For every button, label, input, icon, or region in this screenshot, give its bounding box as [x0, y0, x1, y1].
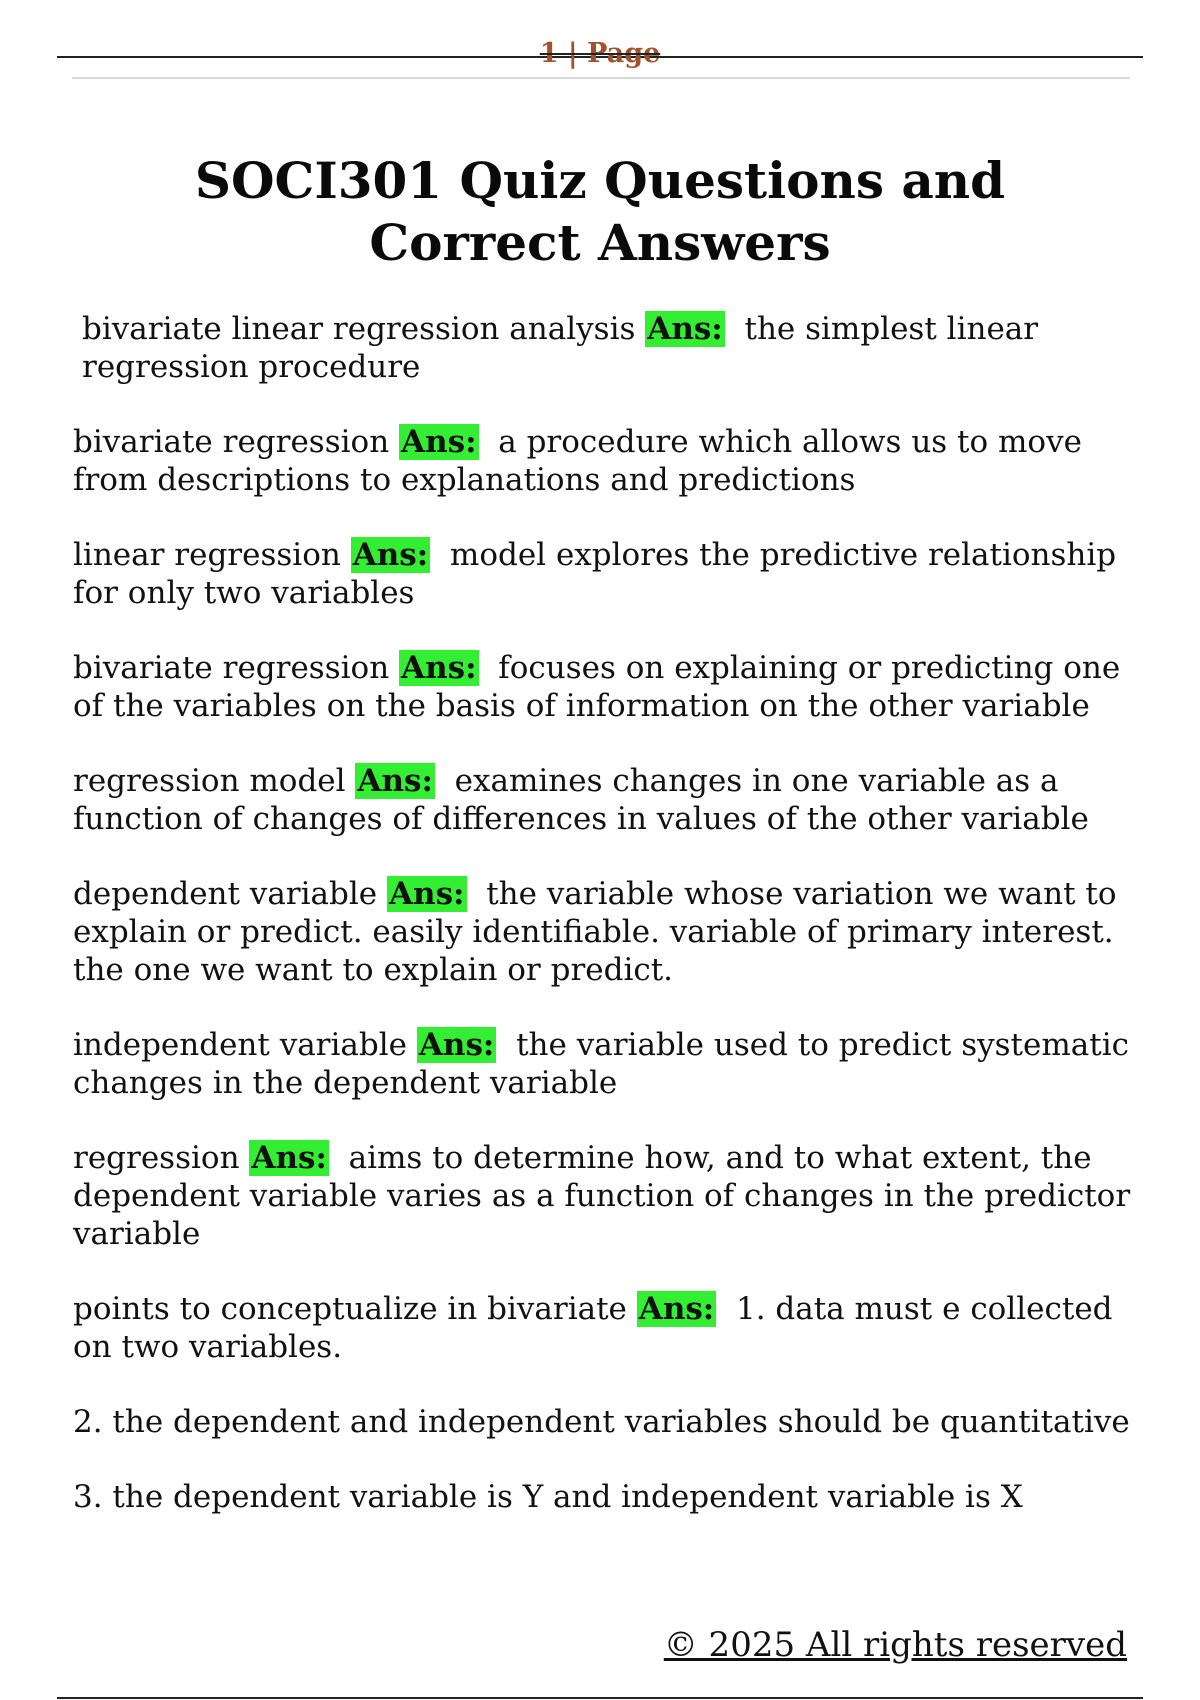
qa-item: [73, 423, 1133, 499]
qa-answer: a procedure which allows us to move from descriptions to explanations and predictions: [73, 424, 1082, 498]
document-title: SOCI301 Quiz Questions and Correct Answers: [194, 151, 1006, 272]
qa-term: regression: [73, 1140, 240, 1176]
ans-highlight: Ans:: [389, 876, 465, 912]
copyright-footer: © 2025 All rights reserved: [663, 1625, 1127, 1665]
qa-answer: the variable used to predict systematic changes in the dependent variable: [73, 1027, 1129, 1101]
qa-item: [73, 310, 1133, 386]
ans-highlight: Ans:: [401, 650, 477, 686]
qa-term: independent variable: [73, 1027, 408, 1063]
header-rule-light: [72, 77, 1130, 79]
qa-answer: model explores the predictive relationship for only two variables: [73, 537, 1117, 611]
qa-term: points to conceptualize in bivariate: [73, 1291, 627, 1327]
qa-answer: the variable whose variation we want to explain or predict. easily identifiable. variable of primary interest. the one we want to explain or predict.: [73, 876, 1117, 988]
qa-item: [73, 536, 1133, 612]
ans-highlight: Ans:: [352, 537, 429, 573]
qa-item: [73, 649, 1133, 725]
qa-item: [73, 762, 1133, 838]
qa-term: bivariate regression: [73, 650, 390, 686]
qa-answer: the simplest linear regression procedure: [82, 311, 1039, 385]
continuation-line: 3. the dependent variable is Y and independent variable is X: [73, 1479, 1023, 1515]
qa-item: [73, 1290, 1133, 1366]
qa-term: dependent variable: [73, 876, 378, 912]
qa-answer: aims to determine how, and to what extent, the dependent variable varies as a function of changes in the predictor variable: [73, 1140, 1131, 1252]
ans-highlight: Ans:: [638, 1291, 715, 1327]
qa-answer: 1. data must e collected on two variables.: [73, 1291, 1113, 1365]
ans-highlight: Ans:: [647, 311, 723, 347]
qa-answer: examines changes in one variable as a function of changes of differences in values of the other variable: [73, 763, 1089, 837]
qa-item: [73, 875, 1133, 989]
continuation-line: 2. the dependent and independent variables should be quantitative: [73, 1404, 1130, 1440]
ans-highlight: Ans:: [418, 1027, 495, 1063]
qa-list: [73, 310, 1133, 1553]
qa-item: [73, 1139, 1133, 1253]
ans-highlight: Ans:: [251, 1140, 327, 1176]
qa-item: [73, 1026, 1133, 1102]
qa-answer: focuses on explaining or predicting one of the variables on the basis of information on the other variable: [73, 650, 1121, 724]
ans-highlight: Ans:: [357, 763, 433, 799]
footer-rule: [57, 1697, 1143, 1699]
qa-term: regression model: [73, 763, 346, 799]
qa-term: linear regression: [73, 537, 341, 573]
page-number-label: 1 | Page: [539, 38, 661, 69]
qa-term: bivariate linear regression analysis: [82, 311, 636, 347]
ans-highlight: Ans:: [401, 424, 477, 460]
qa-term: bivariate regression: [73, 424, 390, 460]
